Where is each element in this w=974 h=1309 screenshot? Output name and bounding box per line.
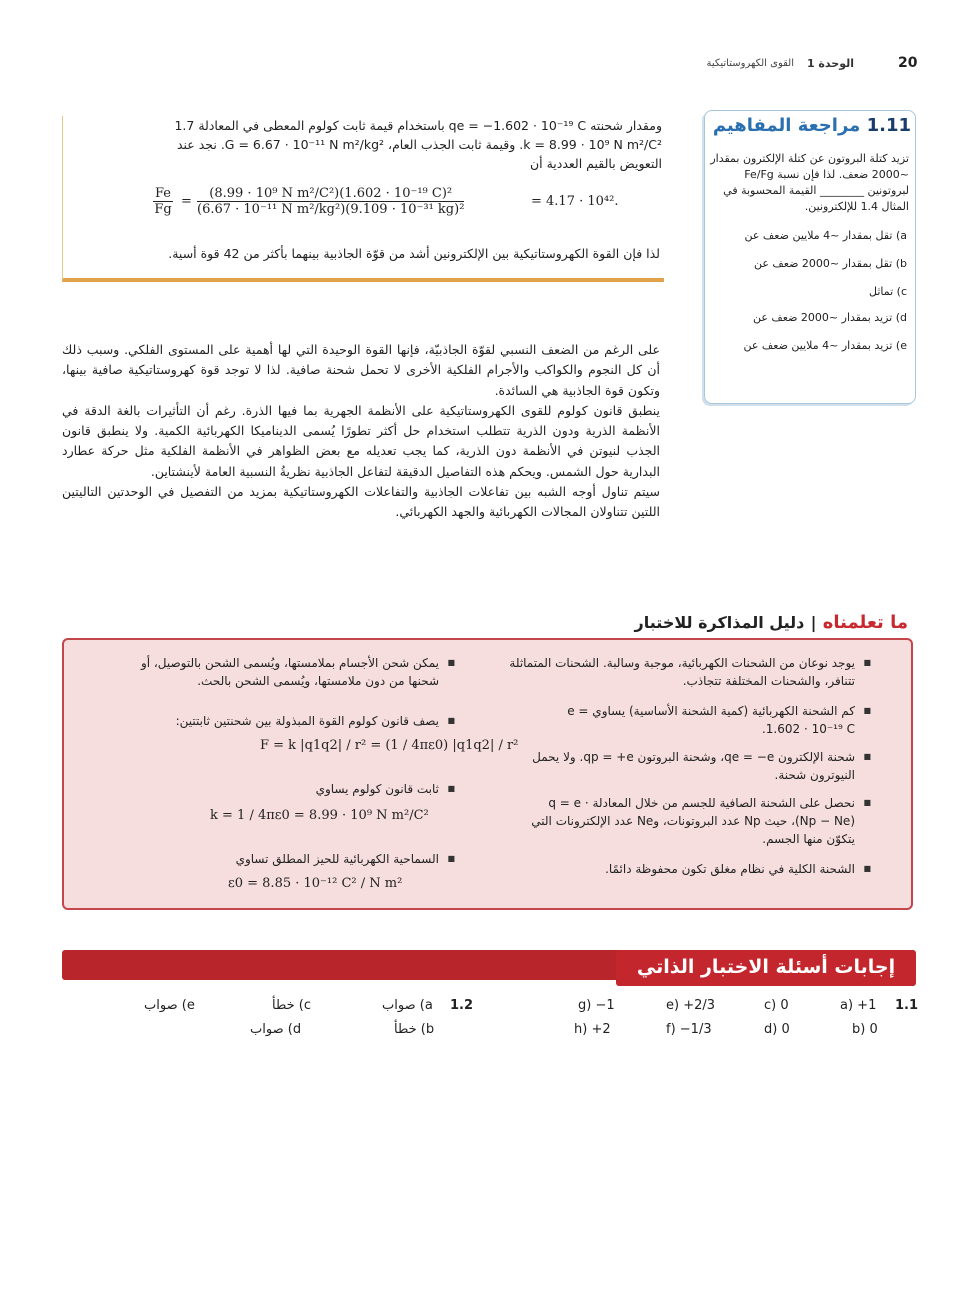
answer-1-2-c: c) خطأ — [272, 998, 312, 1013]
option-c[interactable]: c) تماثل — [868, 285, 907, 298]
answer-1-2-b: b) خطأ — [394, 1022, 435, 1037]
concept-review-question: تزيد كتلة البروتون عن كتلة الإلكترون بمقدار ~2000 ضعف. لذا فإن نسبة Fe/Fg لبروتونين ________ القيمة المحسوبة في المثال 1.4 للإلكترونين. — [710, 152, 909, 213]
body-paragraph-1: على الرغم من الضعف النسبي لقوّة الجاذبيّة، فإنها القوة الوحيدة التي لها أهمية على المستوى الفلكي. وسبب ذلك أن كل النجوم والكواكب والأجرام الفلكية الأخرى لا تحمل شحنة صافية. لذا لا توجد قوة كهروستاتيكية صافية بينها، وتكون قوة الجاذبية هي السائدة. — [62, 342, 660, 398]
answer-label-1-1: 1.1 — [895, 998, 919, 1013]
study-bullet: ■ الشحنة الكلية في نظام مغلق تكون محفوظة دائمًا. — [531, 860, 871, 878]
answer-1-2-d: d) صواب — [250, 1022, 302, 1037]
example-calculation — [62, 116, 664, 282]
option-e[interactable]: e) تزيد بمقدار ~4 ملايين ضعف عن — [743, 339, 907, 352]
study-bullet: ■ يوجد نوعان من الشحنات الكهربائية، موجبة وسالبة. الشحنات المتماثلة تتنافر، والشحنات المختلفة تتجاذب. — [505, 654, 871, 690]
force-ratio-equation: $\frac{Fe}{Fg}$ = $\frac{\text{(8.99 · 10⁹ N m²/C²)(1.602 · 10⁻¹⁹ C)²}}{\text{(6.67 · 10⁻¹¹ N m²/kg²)(9.109 · 10⁻³¹ kg)²}}$ = 4.17 · 10⁴². — [154, 186, 619, 217]
coulomb-law-formula: F = k |q1q2| / r² = (1 / 4πε0) |q1q2| / r² — [260, 738, 519, 753]
ratio-result: = 4.17 · 10⁴². — [531, 194, 619, 209]
concept-review-box — [704, 110, 916, 404]
answer-1-1-d: d) 0 — [764, 1022, 790, 1037]
body-paragraph-2: ينطبق قانون كولوم للقوى الكهروستاتيكية على الأنظمة الجهرية بما فيها الذرة. رغم أن التأثيرات بالغة الدقة في الأنظمة الذرية ودون الذرية تتطلب استخدام حل أكثر تطورًا يُسمى الديناميكا الكهربائية الكمية. ولا ينطبق قانون الجذب لنيوتن في الأنظمة دون الذرية، كما يجب تعديله مع بعض الظواهر في الأنظمة الفلكية مثل حركة عطارد البدارية حول الشمس. ويحكم هذه التفاصيل الدقيقة لتفاعل الجاذبية نظريةُ النسبية العامة لأينشتاين. — [62, 402, 660, 479]
calc-line-2: k = 8.99 · 10⁹ N m²/C². وقيمة ثابت الجذب العام، G = 6.67 · 10⁻¹¹ N m²/kg². نجد عند — [176, 137, 662, 152]
page-header — [0, 55, 974, 75]
answer-1-1-g: g) −1 — [578, 998, 615, 1013]
study-bullet: ■ نحصل على الشحنة الصافية للجسم من خلال المعادلة q = e · (Np − Ne)، حيث Np عدد البروتونات، وNe عدد الإلكترونات التي يتكوّن منها الجسم. — [531, 794, 871, 848]
study-guide-title: ما تعلمناه | دليل المذاكرة للاختبار — [634, 612, 908, 633]
body-paragraph-3: سيتم تناول أوجه الشبه بين تفاعلات الجاذبية والتفاعلات الكهروستاتيكية بمزيد من التفصيل في الوحدتين التاليتين اللتين تتناولان المجالات الكهربائية والجهد الكهربائي. — [62, 484, 660, 520]
unit-label: الوحدة 1 — [806, 57, 854, 70]
study-bullet: ■ ثابت قانون كولوم يساوي — [115, 780, 455, 798]
answer-1-2-e: e) صواب — [144, 998, 195, 1013]
answers-title: إجابات أسئلة الاختبار الذاتي — [616, 950, 916, 986]
study-bullet: ■ يمكن شحن الأجسام بملامستها، ويُسمى الشحن بالتوصيل، أو شحنها من دون ملامستها، ويُسمى الشحن بالحث. — [115, 654, 455, 690]
answer-1-1-e: e) +2/3 — [666, 998, 716, 1013]
calc-conclusion: لذا فإن القوة الكهروستاتيكية بين الإلكترونين أشد من قوّة الجاذبية بينهما بأكثر من 42 قوة أسية. — [168, 246, 660, 261]
page-number: 20 — [898, 55, 918, 71]
answer-1-2-a: a) صواب — [382, 998, 433, 1013]
study-bullet: ■ السماحية الكهربائية للحيز المطلق تساوي — [115, 850, 455, 868]
calc-line-1: ومقدار شحنته qe = −1.602 · 10⁻¹⁹ C باستخدام قيمة ثابت كولوم المعطى في المعادلة 1.7 — [174, 118, 662, 133]
answer-1-1-h: h) +2 — [574, 1022, 611, 1037]
study-guide-box — [62, 638, 913, 910]
unit-title: القوى الكهروستاتيكية — [706, 58, 794, 69]
option-b[interactable]: b) تقل بمقدار ~2000 ضعف عن — [753, 257, 907, 270]
study-bullet: ■ كم الشحنة الكهربائية (كمية الشحنة الأساسية) يساوي e = 1.602 · 10⁻¹⁹ C. — [531, 702, 871, 738]
coulomb-constant-formula: k = 1 / 4πε0 = 8.99 · 10⁹ N m²/C² — [210, 808, 429, 823]
answer-1-1-a: a) +1 — [840, 998, 877, 1013]
option-d[interactable]: d) تزيد بمقدار ~2000 ضعف عن — [752, 311, 907, 324]
answer-1-1-f: f) −1/3 — [666, 1022, 712, 1037]
permittivity-formula: ε0 = 8.85 · 10⁻¹² C² / N m² — [228, 876, 403, 891]
rhs-fraction: $\frac{\text{(8.99 · 10⁹ N m²/C²)(1.602 · 10⁻¹⁹ C)²}}{\text{(6.67 · 10⁻¹¹ N m²/kg²)(9.109 · 10⁻³¹ kg)²}}$ — [197, 186, 465, 217]
study-bullet: ■ شحنة الإلكترون qe = −e، وشحنة البروتون qp = +e. ولا يحمل النيوترون شحنة. — [531, 748, 871, 784]
concept-review-title: 1.11 مراجعة المفاهيم — [712, 115, 911, 136]
answer-1-1-b: b) 0 — [852, 1022, 878, 1037]
option-a[interactable]: a) تقل بمقدار ~4 ملايين ضعف عن — [744, 229, 907, 242]
calc-line-3: التعويض بالقيم العددية أن — [529, 156, 662, 171]
answer-label-1-2: 1.2 — [450, 998, 474, 1013]
study-bullet: ■ يصف قانون كولوم القوة المبذولة بين شحنتين ثابتتين: — [115, 712, 455, 730]
lhs-fraction: $\frac{Fe}{Fg}$ — [154, 186, 172, 217]
answer-1-1-c: c) 0 — [764, 998, 789, 1013]
body-text — [62, 340, 660, 523]
